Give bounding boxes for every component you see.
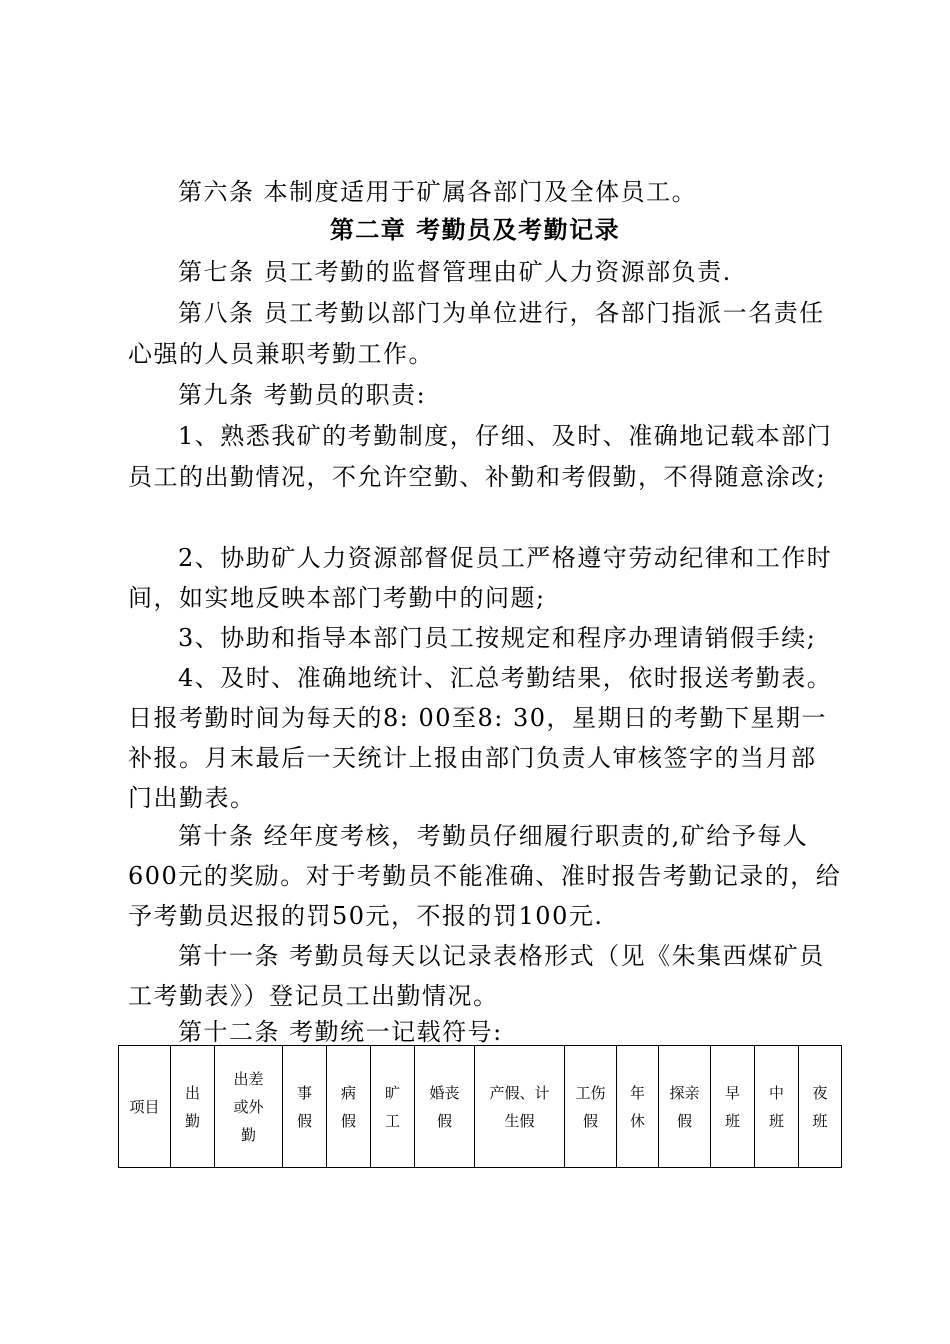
item-1-line-2: 员工的出勤情况，不允许空勤、补勤和考假勤，不得随意涂改; xyxy=(128,463,827,491)
item-4-line-3: 补报。月末最后一天统计上报由部门负责人审核签字的当月部 xyxy=(128,744,817,772)
item-1-line-1: 1、熟悉我矿的考勤制度，仔细、及时、准确地记载本部门 xyxy=(178,422,833,450)
item-4-line-4: 门出勤表。 xyxy=(128,784,256,812)
article-8-line-1: 第八条 员工考勤以部门为单位进行，各部门指派一名责任 xyxy=(178,299,825,327)
article-7: 第七条 员工考勤的监督管理由矿人力资源部负责. xyxy=(178,258,732,286)
table-cell-item: 项目 xyxy=(119,1046,171,1168)
table-cell-injury-leave: 工伤 假 xyxy=(565,1046,617,1168)
table-cell-annual-leave: 年 休 xyxy=(617,1046,659,1168)
table-cell-night-shift: 夜 班 xyxy=(799,1046,842,1168)
table-row xyxy=(119,1046,842,1168)
item-4-line-2: 日报考勤时间为每天的8: 00至8: 30，星期日的考勤下星期一 xyxy=(128,704,828,732)
item-4-line-1: 4、及时、准确地统计、汇总考勤结果，依时报送考勤表。 xyxy=(178,664,833,692)
article-11-line-1: 第十一条 考勤员每天以记录表格形式（见《朱集西煤矿员 xyxy=(178,942,825,970)
attendance-symbol-table xyxy=(118,1045,842,1168)
table-cell-personal-leave: 事 假 xyxy=(283,1046,327,1168)
item-3: 3、协助和指导本部门员工按规定和程序办理请销假手续; xyxy=(178,624,817,652)
table-cell-middle-shift: 中 班 xyxy=(755,1046,799,1168)
article-10-line-3: 予考勤员迟报的罚50元，不报的罚100元. xyxy=(128,902,604,930)
table-cell-attendance: 出 勤 xyxy=(171,1046,215,1168)
table-cell-morning-shift: 早 班 xyxy=(711,1046,755,1168)
table-cell-family-visit-leave: 探亲 假 xyxy=(659,1046,711,1168)
article-10-line-2: 600元的奖励。对于考勤员不能准确、准时报告考勤记录的，给 xyxy=(128,862,842,890)
article-10-line-1: 第十条 经年度考核，考勤员仔细履行职责的,矿给予每人 xyxy=(178,822,809,850)
article-9: 第九条 考勤员的职责: xyxy=(178,381,427,409)
table-cell-absence: 旷 工 xyxy=(371,1046,415,1168)
article-11-line-2: 工考勤表》）登记员工出勤情况。 xyxy=(128,982,499,1010)
table-cell-maternity-leave: 产假、计 生假 xyxy=(475,1046,565,1168)
item-2-line-2: 间，如实地反映本部门考勤中的问题; xyxy=(128,584,546,612)
table-cell-marriage-funeral-leave: 婚丧 假 xyxy=(415,1046,475,1168)
chapter-2-heading: 第二章 考勤员及考勤记录 xyxy=(329,215,621,244)
article-12: 第十二条 考勤统一记载符号: xyxy=(178,1018,503,1046)
table-cell-sick-leave: 病 假 xyxy=(327,1046,371,1168)
article-6: 第六条 本制度适用于矿属各部门及全体员工。 xyxy=(178,178,698,206)
item-2-line-1: 2、协助矿人力资源部督促员工严格遵守劳动纪律和工作时 xyxy=(178,544,833,572)
article-8-line-2: 心强的人员兼职考勤工作。 xyxy=(128,340,434,368)
table-cell-business-trip: 出差 或外 勤 xyxy=(215,1046,283,1168)
